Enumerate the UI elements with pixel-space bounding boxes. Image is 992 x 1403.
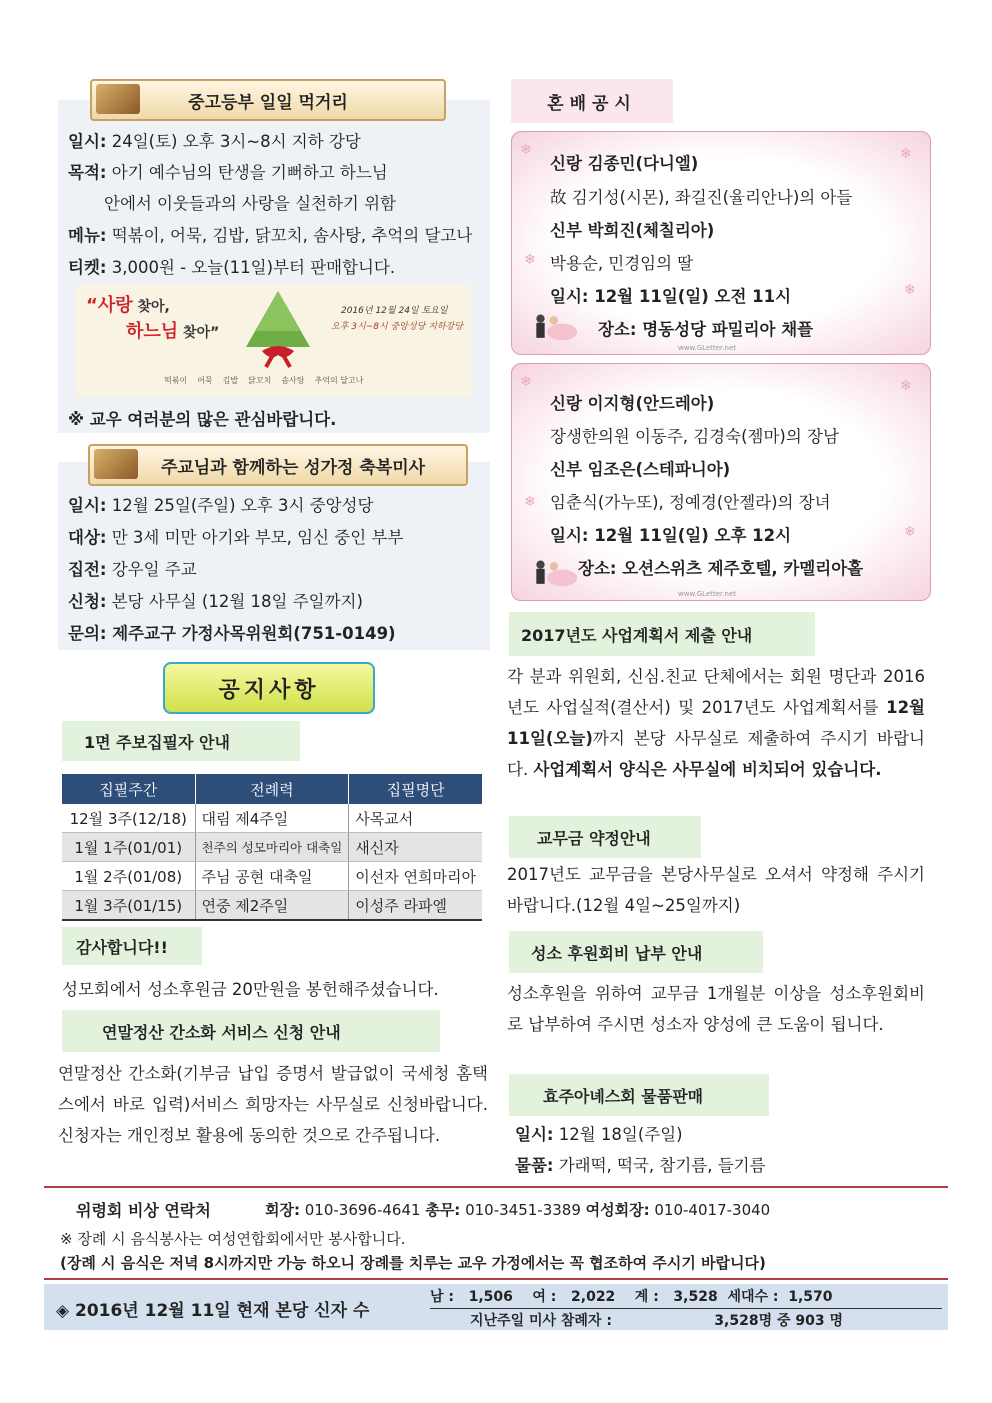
agnes-items: 물품: 가래떡, 떡국, 참기름, 들기름 bbox=[515, 1156, 766, 1175]
table-header: 집필명단 bbox=[349, 774, 482, 804]
snowflake-icon: ❄ bbox=[520, 142, 532, 158]
stats-row-1: 남 : 1,506 여 : 2,022 계 : 3,528 세대수 : 1,570 bbox=[430, 1286, 942, 1309]
thanks-title: 감사합니다!! bbox=[62, 927, 202, 965]
table-row: 1월 2주(01/08) 주님 공현 대축일 이선자 연희마리아 bbox=[62, 862, 482, 891]
vocation-title: 성소 후원회비 납부 안내 bbox=[509, 931, 763, 973]
mass-line-3: 집전: 강우일 주교 bbox=[68, 560, 197, 579]
snowflake-icon: ❄ bbox=[524, 494, 536, 510]
mass-line-5: 문의: 제주교구 가정사목위원회(751-0149) bbox=[68, 624, 396, 643]
mass-line-1: 일시: 12월 25일(주일) 오후 3시 중앙성당 bbox=[68, 496, 374, 515]
snowflake-icon: ❄ bbox=[904, 524, 916, 540]
banner-food-0: 떡볶이 bbox=[164, 376, 188, 385]
banner-food-3: 닭꼬치 bbox=[248, 376, 272, 385]
place-2: 장소: 오션스위츠 제주호텔, 카멜리아홀 bbox=[578, 559, 864, 578]
banner-food-row bbox=[164, 375, 363, 386]
table-row: 12월 3주(12/18) 대림 제4주일 사목교서 bbox=[62, 804, 482, 833]
mass-line-4: 신청: 본당 사무실 (12월 18일 주일까지) bbox=[68, 592, 363, 611]
mass-title: 주교님과 함께하는 성가정 축복미사 bbox=[88, 444, 468, 486]
tax-text: 연말정산 간소화(기부금 납입 증명서 발급없이 국세청 홈택스에서 바로 입력)서비스 희망자는 사무실로 신청바랍니다. 신청자는 개인정보 활용에 동의한 것으로 간주됩니다. bbox=[58, 1064, 488, 1145]
snowflake-icon: ❄ bbox=[520, 374, 532, 390]
emergency-contacts: 회장: 010-3696-4641 총무: 010-3451-3389 여성회장: 010-4017-3040 bbox=[265, 1201, 771, 1219]
youth-note: ※ 교우 여러분의 많은 관심바랍니다. bbox=[68, 410, 337, 429]
agnes-date: 일시: 12월 18일(주일) bbox=[515, 1125, 683, 1144]
footer-divider-2 bbox=[44, 1278, 948, 1280]
dues-text: 2017년도 교무금을 본당사무실로 오셔서 약정해 주시기 바랍니다.(12월 4일~25일까지) bbox=[507, 865, 925, 915]
banner-food-2: 김밥 bbox=[222, 376, 239, 385]
dues-title: 교무금 약정안내 bbox=[509, 816, 701, 858]
couple-icon bbox=[524, 312, 582, 342]
wedding-title: 혼배공시 bbox=[511, 79, 673, 123]
couple-icon bbox=[524, 558, 582, 588]
thanks-text: 성모회에서 성소후원금 20만원을 봉헌해주셨습니다. bbox=[62, 980, 439, 999]
groom-1: 신랑 김종민(다니엘) bbox=[550, 154, 699, 173]
banner-food-5: 추억의 달고나 bbox=[314, 376, 364, 385]
place-1: 장소: 명동성당 파밀리아 채플 bbox=[598, 320, 814, 339]
table-header: 전례력 bbox=[195, 774, 349, 804]
christmas-tree-icon bbox=[240, 289, 316, 369]
plan-title: 2017년도 사업계획서 제출 안내 bbox=[509, 612, 815, 656]
writers-table bbox=[62, 774, 482, 921]
banner-line-2: 하느님 찾아” bbox=[126, 321, 220, 342]
banner-food-1: 어묵 bbox=[197, 376, 213, 385]
wedding-card-1 bbox=[511, 131, 931, 355]
bride-parents-2: 임춘식(가누또), 정예경(안젤라)의 장녀 bbox=[550, 493, 831, 512]
table-row: 1월 1주(01/01) 천주의 성모마리아 대축일 새신자 bbox=[62, 833, 482, 862]
groom-parents-2: 장생한의원 이동주, 김경숙(젬마)의 장남 bbox=[550, 427, 839, 446]
snowflake-icon: ❄ bbox=[900, 378, 912, 394]
youth-title: 중고등부 일일 먹거리 bbox=[90, 79, 446, 121]
stats-title: ◈ 2016년 12월 11일 현재 본당 신자 수 bbox=[56, 1301, 370, 1321]
card-watermark: www.GLetter.net bbox=[678, 590, 737, 598]
bride-parents-1: 박용순, 민경임의 딸 bbox=[550, 254, 694, 273]
banner-place: 오후 3시~8시 중앙성당 지하강당 bbox=[331, 322, 463, 332]
table-row: 1월 3주(01/15) 연중 제2주일 이성주 라파엘 bbox=[62, 891, 482, 921]
banner-food-4: 솜사탕 bbox=[281, 376, 305, 385]
youth-line-2: 목적: 아기 예수님의 탄생을 기뻐하고 하느님 bbox=[68, 163, 388, 182]
groom-2: 신랑 이지형(안드레아) bbox=[550, 394, 715, 413]
plan-text: 각 분과 위원회, 신심.친교 단체에서는 회원 명단과 2016년도 사업실적(결산서) 및 2017년도 사업계획서를 12월 11일(오늘)까지 본당 사무실로 제출하여 주시기 바랍니다. 사업계획서 양식은 사무실에 비치되어 있습니다. bbox=[507, 667, 925, 779]
funeral-note-1: ※ 장례 시 음식봉사는 여성연합회에서만 봉사합니다. bbox=[60, 1230, 406, 1248]
nativity-image bbox=[94, 449, 138, 479]
footer-divider bbox=[44, 1186, 948, 1188]
stats-row-2: 지난주일 미사 참례자 : 3,528명 중 903 명 bbox=[470, 1313, 843, 1329]
card-watermark: www.GLetter.net bbox=[678, 344, 737, 352]
bride-2: 신부 임조은(스테파니아) bbox=[550, 460, 731, 479]
tax-title: 연말정산 간소화 서비스 신청 안내 bbox=[62, 1010, 440, 1052]
nativity-image bbox=[96, 84, 140, 114]
youth-line-3: 안에서 이웃들과의 사랑을 실천하기 위함 bbox=[104, 194, 396, 213]
youth-line-1: 일시: 24일(토) 오후 3시~8시 지하 강당 bbox=[68, 132, 361, 151]
emergency-title: 위령회 비상 연락처 bbox=[76, 1201, 211, 1220]
funeral-note-2: (장례 시 음식은 저녁 8시까지만 가능 하오니 장례를 치루는 교우 가정에서는 꼭 협조하여 주시기 바랍니다) bbox=[60, 1254, 766, 1272]
agnes-title: 효주아녜스회 물품판매 bbox=[509, 1074, 769, 1116]
date-2: 일시: 12월 11일(일) 오후 12시 bbox=[550, 526, 792, 545]
wedding-card-2 bbox=[511, 363, 931, 601]
notice-heading: 공지사항 bbox=[163, 662, 375, 714]
date-1: 일시: 12월 11일(일) 오전 11시 bbox=[550, 287, 792, 306]
writers-title: 1면 주보집필자 안내 bbox=[62, 721, 300, 761]
youth-line-5: 티켓: 3,000원 - 오늘(11일)부터 판매합니다. bbox=[68, 258, 396, 277]
snowflake-icon: ❄ bbox=[524, 252, 536, 268]
youth-line-4: 메뉴: 떡볶이, 어묵, 김밥, 닭꼬치, 솜사탕, 추억의 달고나 bbox=[68, 226, 473, 245]
banner-line-1: “사랑 찾아, bbox=[86, 295, 170, 316]
vocation-text: 성소후원을 위하여 교무금 1개월분 이상을 성소후원회비로 납부하여 주시면 성소자 양성에 큰 도움이 됩니다. bbox=[507, 984, 925, 1034]
youth-banner bbox=[76, 285, 472, 397]
snowflake-icon: ❄ bbox=[904, 282, 916, 298]
snowflake-icon: ❄ bbox=[900, 146, 912, 162]
banner-date: 2016년 12월 24일 토요일 bbox=[341, 306, 448, 316]
table-header: 집필주간 bbox=[62, 774, 195, 804]
groom-parents-1: 故 김기성(시몬), 좌길진(율리안나)의 아들 bbox=[550, 188, 853, 207]
mass-line-2: 대상: 만 3세 미만 아기와 부모, 임신 중인 부부 bbox=[68, 528, 404, 547]
bride-1: 신부 박희진(체칠리아) bbox=[550, 221, 715, 240]
